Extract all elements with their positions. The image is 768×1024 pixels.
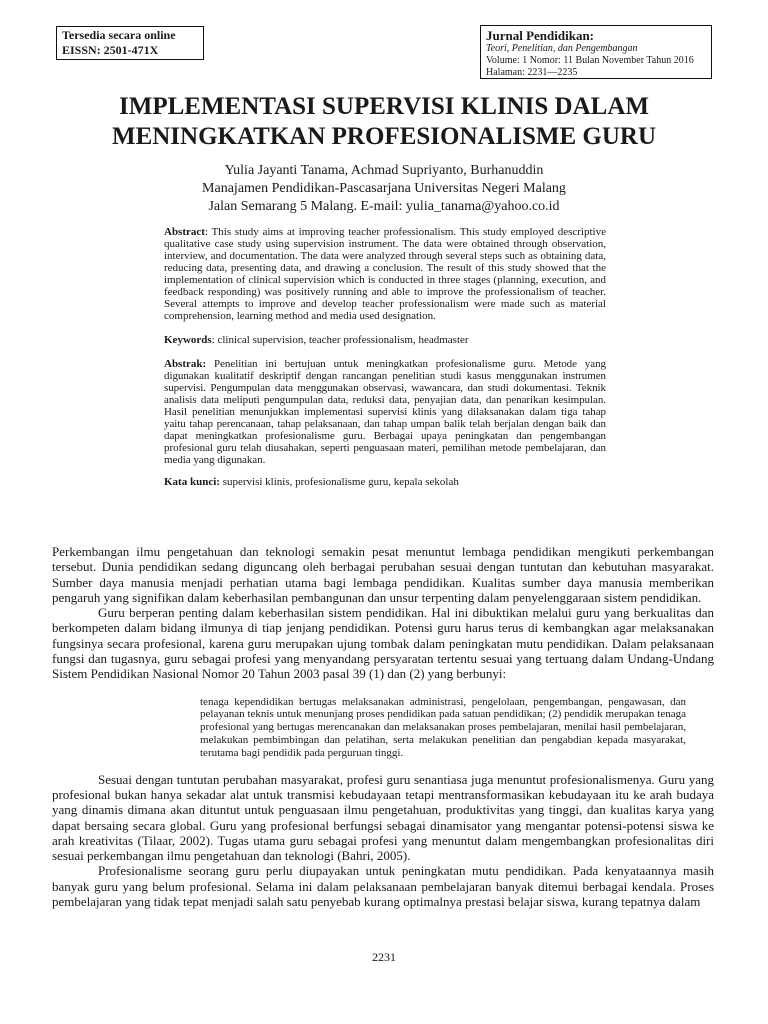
- abstract-label: Abstract: [164, 226, 205, 238]
- keywords-en: [164, 334, 606, 346]
- kata-kunci-label: Kata kunci:: [164, 476, 220, 488]
- abstract-section: [164, 226, 606, 488]
- author-affiliation: Manajamen Pendidikan-Pascasarjana Universitas Negeri Malang: [202, 181, 566, 196]
- keywords-text: : clinical supervision, teacher professionalism, headmaster: [211, 334, 469, 346]
- block-quote: tenaga kependidikan bertugas melaksanakan administrasi, pengelolaan, pengembangan, pengawasan, dan pelayanan teknis untuk menunjang proses pendidikan pada satuan pendidikan; (2) pendidik merupakan tenaga profesional yang bertugas merencanakan dan melaksanakan proses pembelajaran, menilai hasil pembelajaran, melakukan pembimbingan dan pelatihan, serta melakukan penelitian dan pengabdian kepada masyarakat, terutama bagi pendidik pada perguruan tinggi.: [200, 695, 686, 759]
- paragraph-1: Perkembangan ilmu pengetahuan dan teknologi semakin pesat menuntut lembaga pendidikan mengikuti perkembangan tersebut. Dunia pendidikan sedang diguncang oleh berbagai perubahan sesuai dengan tuntutan dan kebutuhan masyarakat. Sumber daya manusia menjadi perhatian utama bagi lembaga pendidikan. Kualitas sumber daya manusia memberikan pengaruh yang signifikan dalam keberhasilan pembangunan dan unsur terpenting dalam penyelenggaraan sistem pendidikan.: [52, 544, 714, 605]
- title-line-1: IMPLEMENTASI SUPERVISI KLINIS DALAM: [119, 93, 649, 120]
- author-address: Jalan Semarang 5 Malang. E-mail: yulia_tanama@yahoo.co.id: [208, 199, 560, 214]
- abstract-id: [164, 358, 606, 466]
- abstract-en: [164, 226, 606, 322]
- eissn-line: EISSN: 2501-471X: [62, 43, 159, 57]
- author-block: [60, 162, 708, 216]
- kata-kunci-text: supervisi klinis, profesionalisme guru, kepala sekolah: [219, 476, 459, 488]
- paper-title: [40, 92, 728, 152]
- availability-box: [56, 26, 204, 60]
- body-text: [52, 544, 714, 909]
- author-names: Yulia Jayanti Tanama, Achmad Supriyanto, Burhanuddin: [224, 163, 544, 178]
- keywords-label: Keywords: [164, 334, 212, 346]
- availability-line: Tersedia secara online: [62, 28, 176, 42]
- abstrak-label: Abstrak:: [164, 358, 207, 370]
- journal-info-box: [480, 25, 712, 79]
- journal-volume: Volume: 1 Nomor: 11 Bulan November Tahun 2016: [486, 55, 694, 66]
- paragraph-2: Guru berperan penting dalam keberhasilan sistem pendidikan. Hal ini dibuktikan melalui guru yang berkualitas dan berkompeten dalam bidang ilmunya di tiap jenjang pendidikan. Potensi guru harus terus di kembangkan agar melaksanakan fungsinya secara profesional, karena guru merupakan ujung tombak dalam peningkatan mutu pendidikan. Dalam pelaksanaan fungsi dan tugasnya, guru sebagai profesi yang menyandang persyaratan tertentu sesuai yang tertuang dalam Undang-Undang Sistem Pendidikan Nasional Nomor 20 Tahun 2003 pasal 39 (1) dan (2) yang berbunyi:: [52, 605, 714, 682]
- paragraph-3: Sesuai dengan tuntutan perubahan masyarakat, profesi guru senantiasa juga menuntut profesionalismenya. Guru yang profesional bukan hanya sekadar alat untuk transmisi kebudayaan tetapi mentransformasikan kebudayaan itu ke arah budaya yang dinamis dimana akan dituntut untuk penguasaan ilmu pengetahuan, produktivitas yang tinggi, dan kualitas karya yang dapat bersaing secara global. Guru yang profesional berfungsi sebagai dinamisator yang mengantar potensi-potensi siswa ke arah kreativitas (Tilaar, 2002). Tugas utama guru sebagai profesi yang menuntut dalam mengembangkan profesionalitas diri sesuai perkembangan ilmu pengetahuan dan teknologi (Bahri, 2005).: [52, 771, 714, 864]
- page-number: 2231: [372, 950, 396, 964]
- paragraph-4: Profesionalisme seorang guru perlu diupayakan untuk peningkatan mutu pendidikan. Pada kenyataannya masih banyak guru yang belum profesional. Selama ini dalam pelaksanaan pembelajaran banyak ditemui berbagai kendala. Proses pembelajaran yang tidak tepat menjadi salah satu penyebab kurang optimalnya prestasi belajar siswa, kurang tepatnya dalam: [52, 863, 714, 910]
- title-line-2: MENINGKATKAN PROFESIONALISME GURU: [111, 123, 657, 150]
- abstrak-text: Penelitian ini bertujuan untuk meningkatkan profesionalisme guru. Metode yang digunakan kualitatif deskriptif dengan rancangan penelitian studi kasus menggunakan instrumen supervisi. Pengumpulan data menggunakan observasi, wawancara, dan studi dokumentasi. Teknik analisis data meliputi pengumpulan data, reduksi data, penyajian data, dan penarikan kesimpulan. Hasil penelitian menunjukkan implementasi supervisi klinis yang dilaksanakan dalam tiga tahap yaitu tahap perencanaan, tahap pelaksanaan, dan tahap umpan balik telah berjalan dengan baik dan dapat meningkatkan profesionalisme guru. Berbagai upaya peningkatan dan pengembangan profesional guru telah diusahakan, seperti penguasaan materi, pemilihan metode pembelajaran, dan media yang digunakan.: [164, 358, 606, 466]
- journal-name: Jurnal Pendidikan:: [486, 28, 595, 43]
- journal-subtitle: Teori, Penelitian, dan Pengembangan: [486, 43, 638, 54]
- journal-pages: Halaman: 2231—2235: [486, 67, 578, 78]
- keywords-id: [164, 476, 606, 488]
- abstract-text: : This study aims at improving teacher professionalism. This study employed descriptive qualitative case study using supervision instrument. The data were obtained through observation, interview, and documentation. The data were analyzed through several steps such as obtaining data, reducing data, presenting data, and drawing a conclusion. The result of this study showed that the implementation of clinical supervision which is conducted in three stages (planning, execution, and feedback responding) was positively running and able to improve the professionalism of teacher. Several attempts to improve and develop teacher professionalism were made such as material comprehension, learning method and media used designation.: [164, 226, 606, 322]
